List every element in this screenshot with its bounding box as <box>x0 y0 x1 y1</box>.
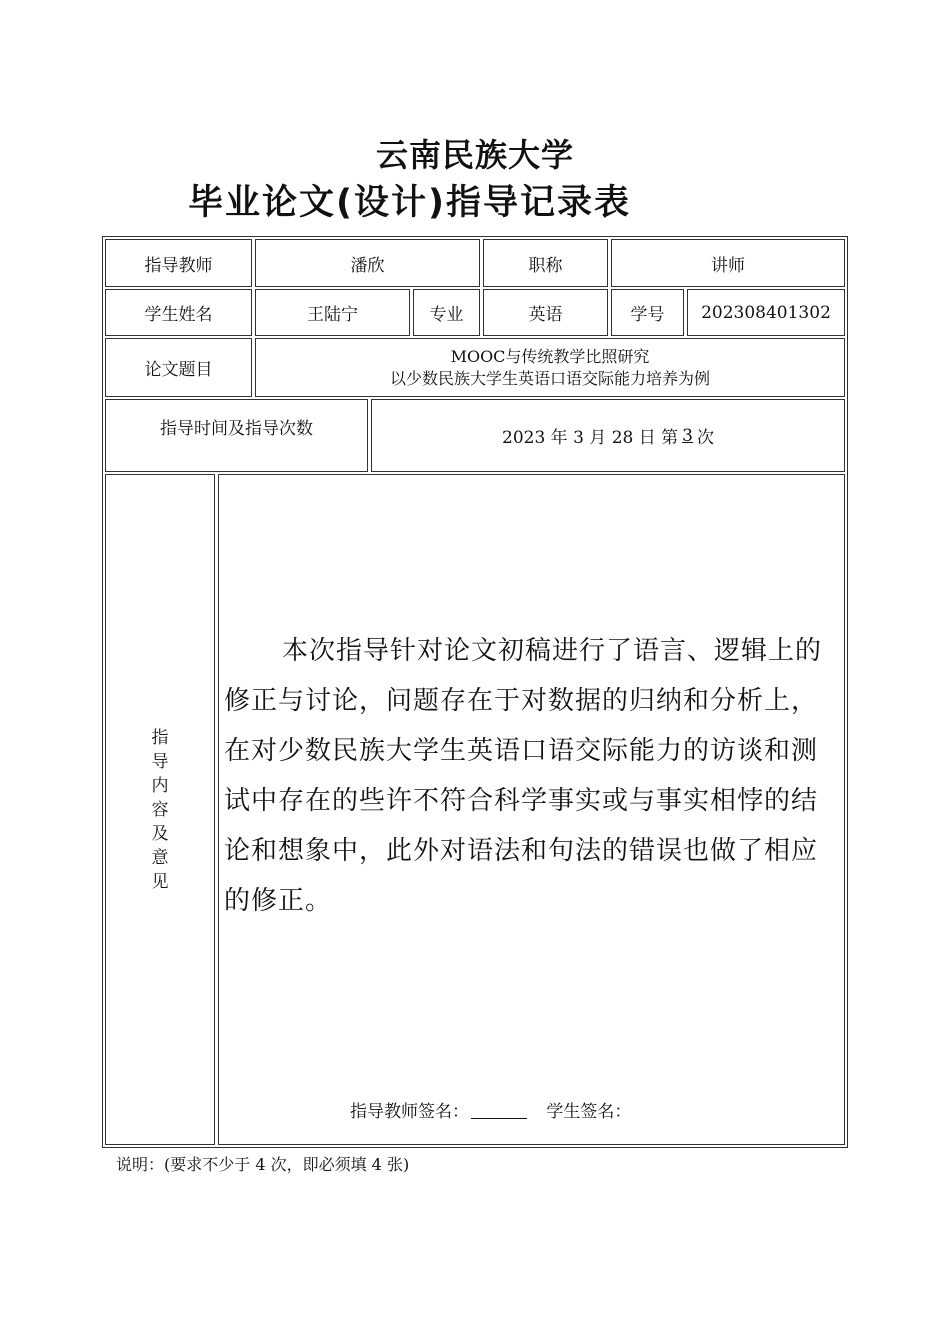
advisor-signature-label: 指导教师签名： <box>350 1102 469 1122</box>
rank-label: 职称 <box>528 255 563 276</box>
guidance-count-suffix: 次 <box>696 428 714 448</box>
time-label-cell <box>105 399 368 472</box>
major-value-cell <box>483 289 608 336</box>
major-value: 英语 <box>528 305 563 325</box>
advisor-label-cell <box>105 239 252 287</box>
id-value-cell <box>687 289 845 336</box>
guidance-label-char-6: 意 <box>151 847 169 868</box>
guidance-label-char-1: 指 <box>151 727 169 748</box>
footer-note: 说明：(要求不少于 4 次，即必须填 4 张) <box>116 1155 410 1174</box>
guidance-count: 3 <box>682 425 693 446</box>
time-value-cell <box>371 399 845 472</box>
time-label: 指导时间及指导次数 <box>160 419 313 439</box>
guidance-label-cell <box>105 474 215 1145</box>
guidance-label-char-5: 及 <box>151 823 169 844</box>
student-label-cell <box>105 289 252 336</box>
guidance-label-char-7: 见 <box>151 871 169 892</box>
topic-label: 论文题目 <box>144 360 213 380</box>
student-name: 王陆宁 <box>307 305 358 325</box>
guidance-content: 本次指导针对论文初稿进行了语言、逻辑上的修正与讨论，问题存在于对数据的归纳和分析上，在对少数民族大学生英语口语交际能力的访谈和测试中存在的些许不符合科学事实或与事实相悖的结论和想象中，此外对语法和句法的错误也做了相应的修正。 <box>224 636 823 916</box>
advisor-value-cell <box>255 239 480 287</box>
guidance-label-char-2: 导 <box>151 751 169 772</box>
student-id: 202308401302 <box>701 302 831 323</box>
topic-line-1: MOOC与传统教学比照研究 <box>450 346 650 366</box>
guidance-label-char-3: 内 <box>151 775 169 796</box>
major-label-cell <box>413 289 480 336</box>
rank-value-cell <box>611 239 845 287</box>
topic-value-cell <box>255 338 845 397</box>
topic-line-2: 以少数民族大学生英语口语交际能力培养为例 <box>389 368 710 388</box>
form-title: 毕业论文(设计)指导记录表 <box>188 183 631 223</box>
student-label: 学生姓名 <box>144 305 213 325</box>
signature-line <box>350 1097 631 1122</box>
university-name: 云南民族大学 <box>375 136 574 174</box>
student-signature-label: 学生签名： <box>546 1102 632 1122</box>
major-label: 专业 <box>429 305 464 325</box>
rank-value: 讲师 <box>711 255 745 276</box>
rank-label-cell <box>483 239 608 287</box>
advisor-label: 指导教师 <box>144 255 213 276</box>
advisor-name: 潘欣 <box>350 255 385 276</box>
advisor-signature-blank[interactable] <box>471 1102 527 1119</box>
guidance-label-char-4: 容 <box>151 799 169 820</box>
student-value-cell <box>255 289 410 336</box>
topic-label-cell <box>105 338 252 397</box>
guidance-date: 2023 年 3 月 28 日 第 <box>502 428 679 448</box>
id-label-cell <box>611 289 684 336</box>
student-id-label: 学号 <box>630 305 665 325</box>
